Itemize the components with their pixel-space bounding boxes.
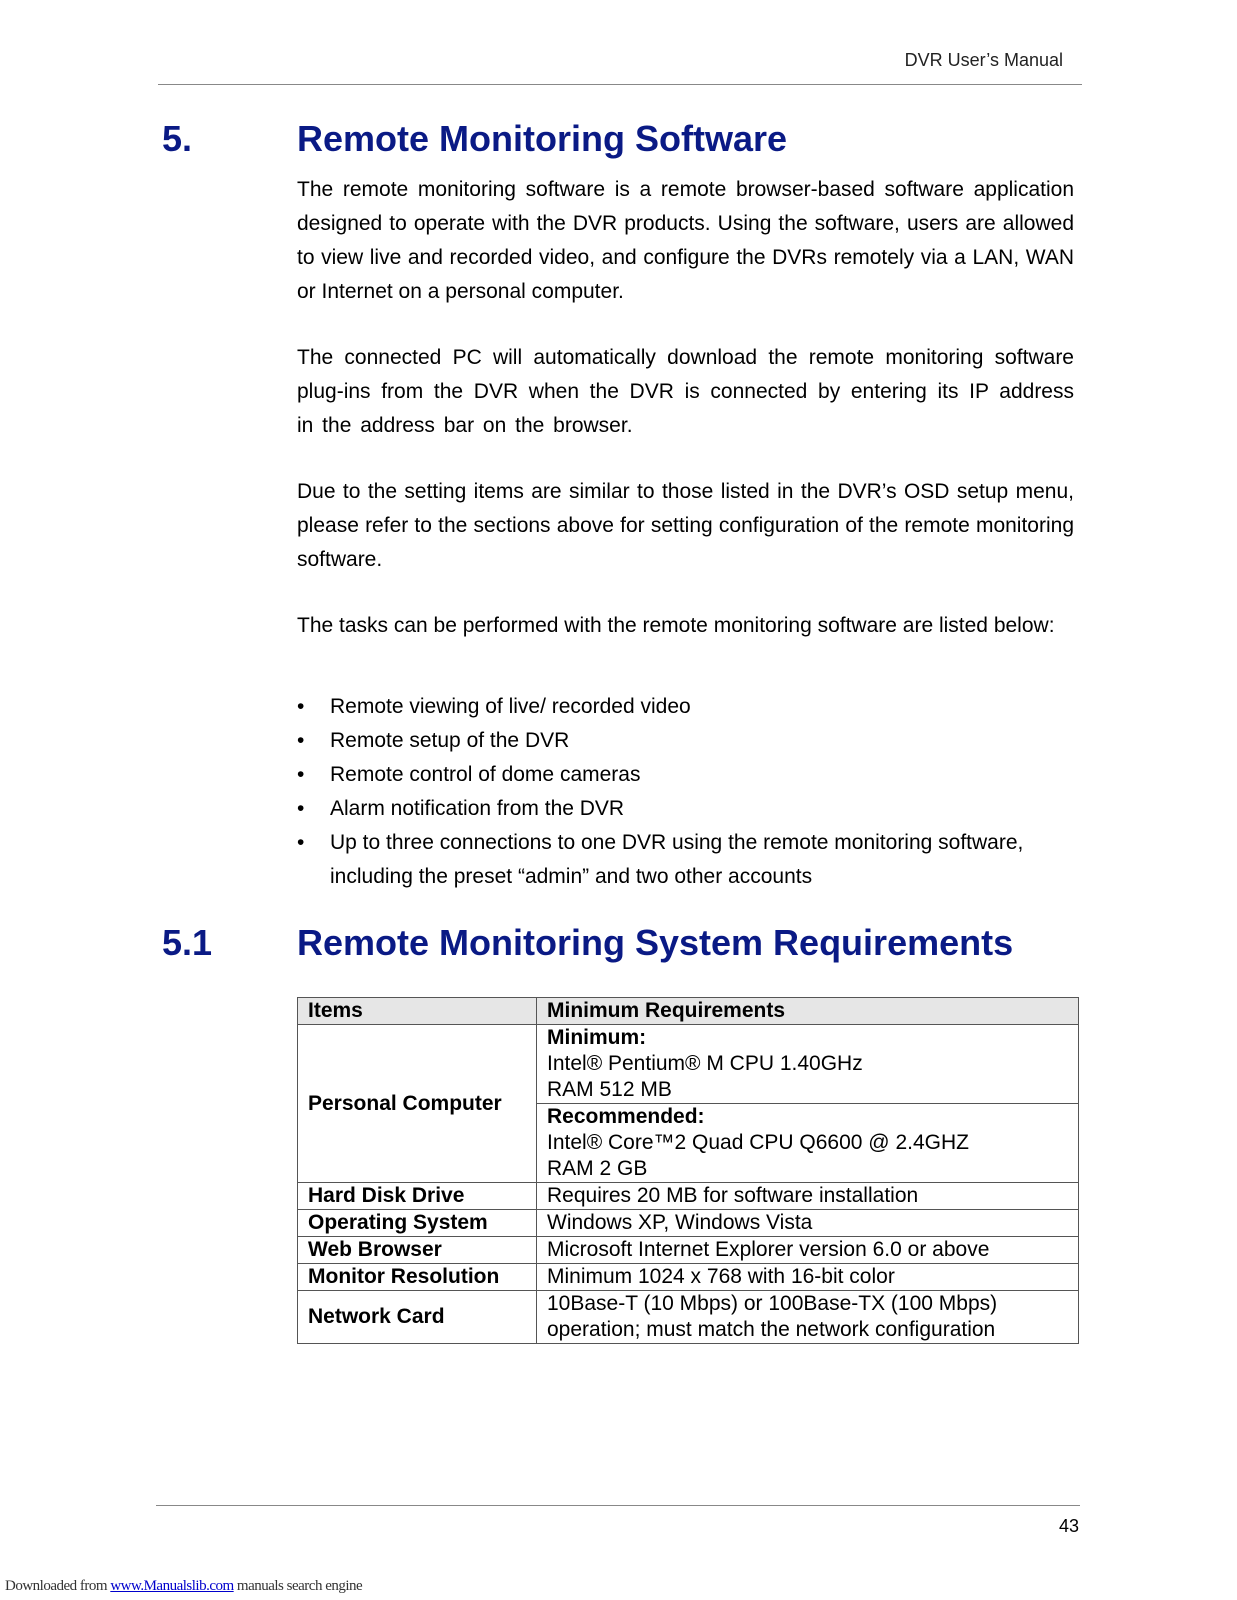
pc-minimum-cell (537, 1025, 1079, 1104)
table-row (298, 1237, 1079, 1264)
value-web-browser: Microsoft Internet Explorer version 6.0 or above (537, 1237, 1079, 1264)
column-header-items: Items (298, 998, 537, 1025)
list-item: • Remote control of dome cameras (297, 758, 1087, 792)
paragraph-settings: Due to the setting items are similar to those listed in the DVR’s OSD setup menu, please refer to the sections above for setting configuration of the remote monitoring software. (297, 480, 1074, 571)
table-row (298, 1183, 1079, 1210)
table-row (298, 1291, 1079, 1344)
page-number: 43 (1058, 1516, 1079, 1536)
bullet-icon: • (297, 797, 305, 820)
table-row (298, 1210, 1079, 1237)
subsection-number: 5.1 (162, 922, 213, 963)
item-network-card: Network Card (298, 1291, 537, 1344)
footer-rule (156, 1505, 1080, 1506)
minimum-label: Minimum: (547, 1026, 647, 1049)
download-footer: Downloaded from www.Manualslib.com manuals search engine (5, 1578, 363, 1594)
section-title: Remote Monitoring Software (297, 118, 788, 159)
bullet-icon: • (297, 695, 305, 718)
list-item: • Up to three connections to one DVR using the remote monitoring software, including the preset “admin” and two other accounts (297, 826, 1087, 894)
list-item: • Remote setup of the DVR (297, 724, 1087, 758)
subsection-title: Remote Monitoring System Requirements (297, 922, 1014, 963)
recommended-ram: RAM 2 GB (547, 1157, 648, 1180)
minimum-cpu: Intel® Pentium® M CPU 1.40GHz (547, 1052, 863, 1075)
column-header-requirements: Minimum Requirements (537, 998, 1079, 1025)
running-header: DVR User’s Manual (904, 50, 1063, 70)
task-list (297, 690, 1087, 894)
header-rule (158, 84, 1082, 85)
recommended-label: Recommended: (547, 1105, 705, 1128)
paragraph-intro: The remote monitoring software is a remote browser-based software application designed to operate with the DVR products. Using the software, users are allowed to view live and recorded video, and configure the DVRs remotely via a LAN, WAN or Internet on a personal computer. (297, 178, 1074, 303)
value-network-card: 10Base-T (10 Mbps) or 100Base-TX (100 Mbps) operation; must match the network configuration (537, 1291, 1079, 1344)
item-hard-disk: Hard Disk Drive (298, 1183, 537, 1210)
table-header-row (298, 998, 1079, 1025)
paragraph-tasks: The tasks can be performed with the remote monitoring software are listed below: (297, 614, 1055, 637)
value-monitor-resolution: Minimum 1024 x 768 with 16-bit color (537, 1264, 1079, 1291)
list-item: • Alarm notification from the DVR (297, 792, 1087, 826)
value-operating-system: Windows XP, Windows Vista (537, 1210, 1079, 1237)
paragraph-plugins: The connected PC will automatically download the remote monitoring software plug-ins from the DVR when the DVR is connected by entering its IP address in the address bar on the browser. (297, 346, 1074, 437)
pc-recommended-cell (537, 1104, 1079, 1183)
bullet-icon: • (297, 729, 305, 752)
bullet-icon: • (297, 763, 305, 786)
table-row (298, 1025, 1079, 1104)
item-monitor-resolution: Monitor Resolution (298, 1264, 537, 1291)
item-operating-system: Operating System (298, 1210, 537, 1237)
list-item: • Remote viewing of live/ recorded video (297, 690, 1087, 724)
bullet-icon: • (297, 831, 305, 854)
value-hard-disk: Requires 20 MB for software installation (537, 1183, 1079, 1210)
manualslib-link[interactable]: www.Manualslib.com (110, 1578, 234, 1594)
requirements-table (297, 997, 1079, 1344)
section-number: 5. (162, 118, 193, 159)
item-personal-computer: Personal Computer (298, 1025, 537, 1183)
item-web-browser: Web Browser (298, 1237, 537, 1264)
recommended-cpu: Intel® Core™2 Quad CPU Q6600 @ 2.4GHZ (547, 1131, 969, 1154)
table-row (298, 1264, 1079, 1291)
minimum-ram: RAM 512 MB (547, 1078, 672, 1101)
